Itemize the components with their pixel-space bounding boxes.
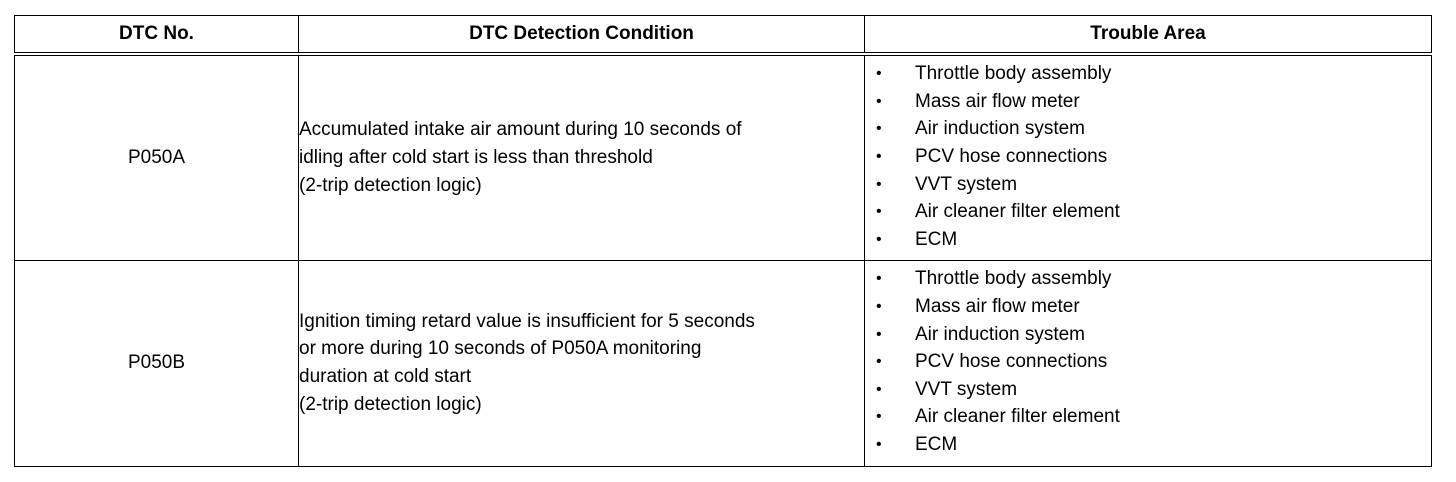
trouble-area-label: Air induction system (915, 118, 1086, 140)
bullet-icon: • (876, 147, 882, 165)
detection-condition (299, 54, 865, 260)
trouble-area-list (865, 261, 1431, 464)
header-trouble-area: Trouble Area (865, 16, 1432, 55)
bullet-icon: • (876, 353, 882, 371)
condition-line: idling after cold start is less than threshold (299, 146, 653, 168)
trouble-area-label: VVT system (915, 173, 1018, 195)
bullet-icon: • (876, 120, 882, 138)
trouble-area-list (865, 56, 1431, 259)
list-item (865, 376, 1431, 404)
bullet-icon: • (876, 298, 882, 316)
condition-line: duration at cold start (299, 366, 472, 387)
list-item (865, 265, 1431, 293)
table-row (15, 54, 1432, 260)
detection-condition (299, 260, 865, 466)
trouble-area-label: Mass air flow meter (915, 296, 1080, 318)
bullet-icon: • (876, 230, 882, 248)
bullet-icon: • (876, 92, 882, 110)
list-item (865, 321, 1431, 349)
list-item (865, 431, 1431, 459)
bullet-icon: • (876, 435, 882, 453)
list-item (865, 348, 1431, 376)
bullet-icon: • (876, 325, 882, 343)
condition-line: (2-trip detection logic) (299, 174, 482, 196)
header-dtc-no: DTC No. (15, 16, 299, 55)
list-item (865, 293, 1431, 321)
trouble-area-label: Air cleaner filter element (915, 406, 1120, 428)
header-detection-condition: DTC Detection Condition (299, 16, 865, 55)
bullet-icon: • (876, 270, 882, 288)
dtc-code: P050A (15, 54, 299, 260)
trouble-area-label: VVT system (915, 378, 1018, 400)
trouble-area-cell (865, 260, 1432, 466)
list-item (865, 403, 1431, 431)
trouble-area-label: ECM (915, 433, 958, 455)
list-item (865, 60, 1431, 88)
bullet-icon: • (876, 175, 882, 193)
dtc-code: P050B (15, 260, 299, 466)
list-item (865, 88, 1431, 116)
condition-line: Accumulated intake air amount during 10 seconds of (299, 119, 742, 141)
trouble-area-cell (865, 54, 1432, 260)
bullet-icon: • (876, 203, 882, 221)
condition-line: or more during 10 seconds of P050A monitoring (299, 338, 702, 360)
dtc-table (14, 15, 1432, 467)
trouble-area-label: Air induction system (915, 323, 1086, 345)
bullet-icon: • (876, 408, 882, 426)
table-row (15, 260, 1432, 466)
bullet-icon: • (876, 380, 882, 398)
bullet-icon: • (876, 65, 882, 83)
list-item (865, 226, 1431, 254)
list-item (865, 198, 1431, 226)
list-item (865, 115, 1431, 143)
trouble-area-label: Air cleaner filter element (915, 201, 1120, 223)
list-item (865, 143, 1431, 171)
trouble-area-label: PCV hose connections (915, 351, 1108, 373)
list-item (865, 171, 1431, 199)
condition-line: (2-trip detection logic) (299, 393, 482, 415)
header-row (15, 16, 1432, 55)
trouble-area-label: Throttle body assembly (915, 268, 1112, 290)
trouble-area-label: Throttle body assembly (915, 63, 1112, 85)
trouble-area-label: Mass air flow meter (915, 90, 1080, 112)
condition-line: Ignition timing retard value is insufficient for 5 seconds (299, 310, 755, 332)
trouble-area-label: PCV hose connections (915, 145, 1108, 167)
trouble-area-label: ECM (915, 228, 958, 250)
